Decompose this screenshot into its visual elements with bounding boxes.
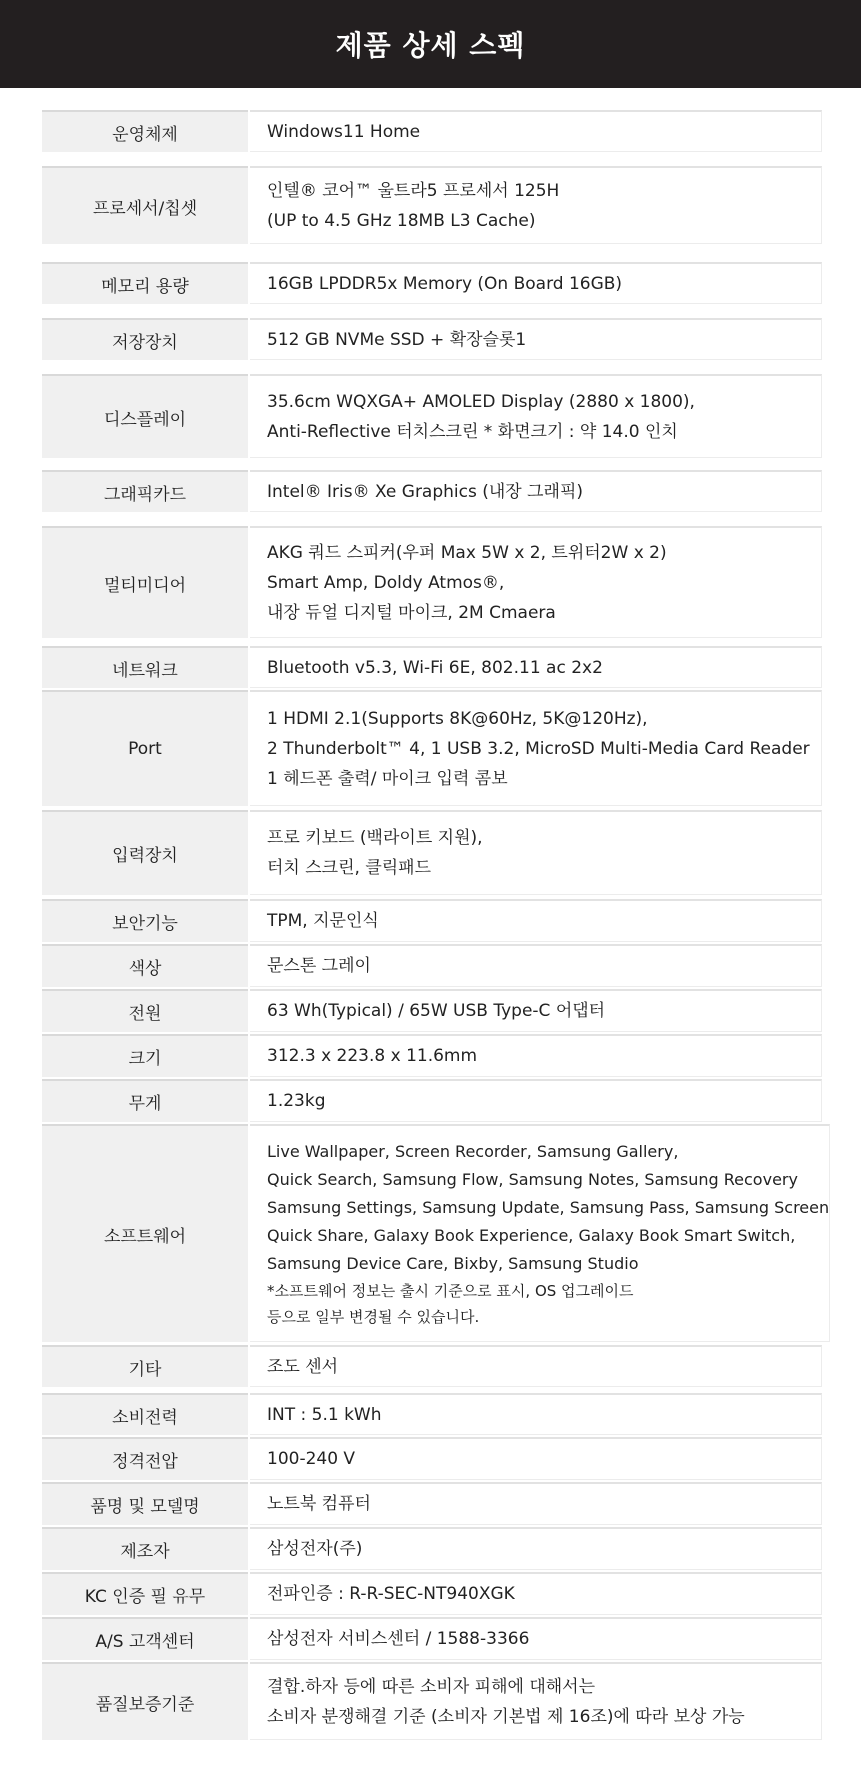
spec-value-line: Quick Share, Galaxy Book Experience, Galaxy Book Smart Switch, (267, 1225, 796, 1245)
spec-value-line: Samsung Settings, Samsung Update, Samsung Pass, Samsung Screen (267, 1197, 830, 1217)
spec-value-line: 소비자 분쟁해결 기준 (소비자 기본법 제 16조)에 따라 보상 가능 (267, 1706, 745, 1727)
spec-label: 전원 (42, 989, 248, 1032)
spec-value-line: Anti-Reflective 터치스크린 * 화면크기 : 약 14.0 인치 (267, 421, 678, 442)
spec-value-line: 삼성전자 서비스센터 / 1588-3366 (267, 1629, 530, 1649)
spec-label: 메모리 용량 (42, 262, 248, 304)
spec-row (42, 1482, 822, 1525)
spec-value (250, 470, 822, 512)
spec-value (250, 646, 822, 688)
spec-value-line: Live Wallpaper, Screen Recorder, Samsung Gallery, (267, 1141, 679, 1161)
spec-value-line: 1.23kg (267, 1091, 326, 1111)
spec-label: 보안기능 (42, 899, 248, 942)
spec-row (42, 989, 822, 1032)
spec-value (250, 166, 822, 244)
spec-value-line: 512 GB NVMe SSD + 확장슬롯1 (267, 329, 527, 350)
spec-label: 입력장치 (42, 810, 248, 895)
spec-value (250, 1034, 822, 1077)
spec-label: 프로세서/칩셋 (42, 166, 248, 244)
spec-row (42, 1393, 822, 1435)
spec-value-line: Samsung Device Care, Bixby, Samsung Studio (267, 1253, 639, 1273)
spec-value (250, 1617, 822, 1660)
spec-value (250, 989, 822, 1032)
spec-value (250, 526, 822, 638)
spec-label: 소비전력 (42, 1393, 248, 1435)
spec-value-line: 삼성전자(주) (267, 1539, 363, 1559)
spec-label: A/S 고객센터 (42, 1617, 248, 1660)
spec-row (42, 374, 822, 458)
spec-value-line: 결합.하자 등에 따른 소비자 피해에 대해서는 (267, 1676, 596, 1697)
spec-value (250, 899, 822, 942)
spec-value-line: INT : 5.1 kWh (267, 1404, 382, 1425)
spec-value-line: Quick Search, Samsung Flow, Samsung Notes, Samsung Recovery (267, 1169, 798, 1189)
page-header (0, 0, 861, 88)
spec-label: 소프트웨어 (42, 1124, 248, 1342)
spec-row (42, 470, 822, 512)
spec-row (42, 899, 822, 942)
spec-label: 멀티미디어 (42, 526, 248, 638)
spec-value-line: 터치 스크린, 클릭패드 (267, 858, 432, 878)
spec-value (250, 1437, 822, 1480)
spec-row (42, 1572, 822, 1615)
spec-value (250, 1527, 822, 1570)
spec-value-line: Smart Amp, Doldy Atmos®, (267, 572, 505, 593)
spec-label: 품명 및 모델명 (42, 1482, 248, 1525)
spec-value-line: *소프트웨어 정보는 출시 기준으로 표시, OS 업그레이드 (267, 1281, 634, 1300)
spec-value-line: 312.3 x 223.8 x 11.6mm (267, 1046, 478, 1066)
spec-label: Port (42, 690, 248, 806)
spec-value-line: 100-240 V (267, 1449, 356, 1469)
spec-value-line: 문스톤 그레이 (267, 956, 371, 976)
spec-value (250, 110, 822, 152)
spec-value-line: TPM, 지문인식 (267, 911, 379, 931)
spec-row (42, 810, 822, 895)
spec-label: 디스플레이 (42, 374, 248, 458)
spec-row (42, 526, 822, 638)
spec-label: 품질보증기준 (42, 1662, 248, 1740)
page-title: 제품 상세 스펙 (335, 29, 526, 62)
spec-row (42, 1662, 822, 1740)
spec-value-line: 16GB LPDDR5x Memory (On Board 16GB) (267, 273, 623, 294)
spec-value (250, 374, 822, 458)
spec-value (250, 1079, 822, 1122)
spec-label: 기타 (42, 1345, 248, 1387)
spec-value (250, 1124, 830, 1342)
spec-value-line: Bluetooth v5.3, Wi-Fi 6E, 802.11 ac 2x2 (267, 657, 603, 678)
spec-value (250, 810, 822, 895)
spec-value-line: 63 Wh(Typical) / 65W USB Type-C 어댑터 (267, 1001, 606, 1021)
spec-value-line: 노트북 컴퓨터 (267, 1494, 371, 1514)
spec-label: 무게 (42, 1079, 248, 1122)
spec-value-line: 내장 듀얼 디지털 마이크, 2M Cmaera (267, 602, 556, 623)
spec-value-line: 조도 센서 (267, 1356, 339, 1377)
spec-value-line: AKG 쿼드 스피커(우퍼 Max 5W x 2, 트위터2W x 2) (267, 542, 667, 563)
spec-value (250, 1393, 822, 1435)
spec-value (250, 690, 822, 806)
spec-value-line: 인텔® 코어™ 울트라5 프로세서 125H (267, 180, 560, 201)
spec-row (42, 1124, 830, 1342)
spec-label: 그래픽카드 (42, 470, 248, 512)
spec-value-line: Intel® Iris® Xe Graphics (내장 그래픽) (267, 481, 584, 502)
spec-label: 운영체제 (42, 110, 248, 152)
spec-value (250, 262, 822, 304)
spec-value (250, 1662, 822, 1740)
spec-value (250, 318, 822, 360)
spec-value (250, 1482, 822, 1525)
spec-value (250, 944, 822, 987)
spec-row (42, 690, 822, 806)
spec-row (42, 166, 822, 244)
spec-label: KC 인증 필 유무 (42, 1572, 248, 1615)
spec-label: 저장장치 (42, 318, 248, 360)
spec-label: 색상 (42, 944, 248, 987)
spec-value-line: 2 Thunderbolt™ 4, 1 USB 3.2, MicroSD Multi-Media Card Reader (267, 738, 810, 759)
spec-row (42, 1079, 822, 1122)
spec-value-line: 1 헤드폰 출력/ 마이크 입력 콤보 (267, 768, 508, 789)
spec-label: 크기 (42, 1034, 248, 1077)
spec-value-line: 등으로 일부 변경될 수 있습니다. (267, 1307, 480, 1326)
spec-row (42, 262, 822, 304)
spec-row (42, 1527, 822, 1570)
spec-label: 정격전압 (42, 1437, 248, 1480)
spec-label: 제조자 (42, 1527, 248, 1570)
spec-row (42, 318, 822, 360)
spec-row (42, 1345, 822, 1387)
spec-value (250, 1345, 822, 1387)
spec-value-line: 1 HDMI 2.1(Supports 8K@60Hz, 5K@120Hz), (267, 708, 648, 729)
spec-row (42, 1437, 822, 1480)
spec-row (42, 1617, 822, 1660)
spec-row (42, 646, 822, 688)
spec-value-line: 35.6cm WQXGA+ AMOLED Display (2880 x 1800), (267, 391, 695, 412)
spec-value (250, 1572, 822, 1615)
spec-value-line: (UP to 4.5 GHz 18MB L3 Cache) (267, 210, 536, 231)
spec-value-line: 프로 키보드 (백라이트 지원), (267, 828, 483, 848)
spec-value-line: Windows11 Home (267, 121, 421, 142)
spec-value-line: 전파인증 : R-R-SEC-NT940XGK (267, 1584, 515, 1604)
spec-label: 네트워크 (42, 646, 248, 688)
spec-row (42, 110, 822, 152)
spec-row (42, 944, 822, 987)
spec-row (42, 1034, 822, 1077)
